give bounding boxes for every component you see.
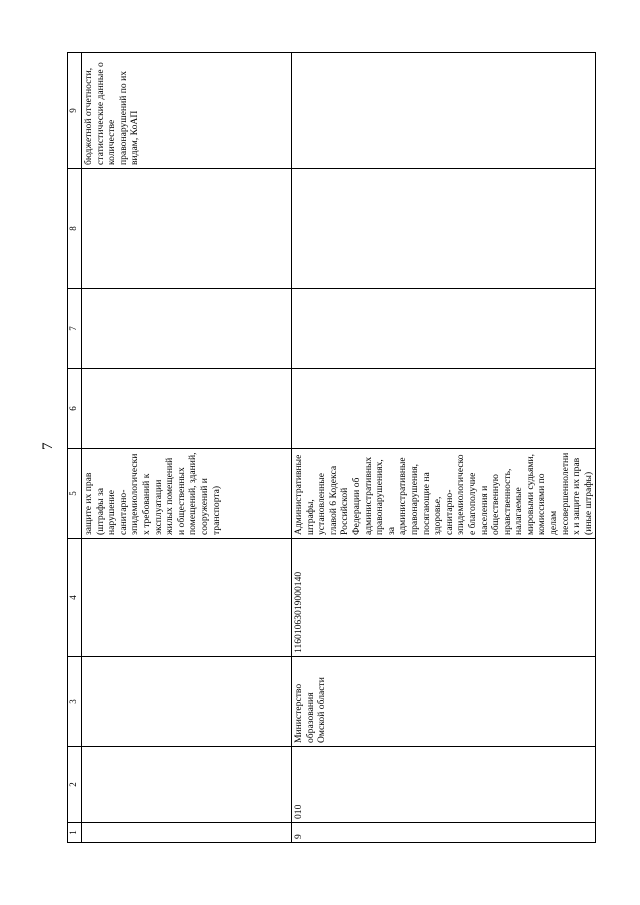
cell-7 — [82, 289, 292, 369]
header-cell-4: 4 — [68, 539, 82, 657]
kbk-code-cell: 11601063019000140 — [292, 539, 596, 657]
cell-2 — [82, 747, 292, 823]
header-cell-8: 8 — [68, 169, 82, 289]
header-cell-7: 7 — [68, 289, 82, 369]
header-cell-2: 2 — [68, 747, 82, 823]
rotated-table-container — [67, 53, 594, 843]
cell-6-empty — [292, 369, 596, 449]
cell-1 — [82, 823, 292, 843]
cell-8-empty — [292, 169, 596, 289]
revenue-table — [67, 52, 596, 843]
header-cell-6: 6 — [68, 369, 82, 449]
header-cell-9: 9 — [68, 53, 82, 169]
page-number: 7 — [40, 442, 56, 450]
cell-4 — [82, 539, 292, 657]
header-cell-5: 5 — [68, 449, 82, 539]
header-row — [68, 53, 82, 843]
table-row — [292, 53, 596, 843]
cell-6 — [82, 369, 292, 449]
header-cell-1: 1 — [68, 823, 82, 843]
cell-8 — [82, 169, 292, 289]
cell-5-continuation: защите их прав (штрафы за нарушение санитарно-эпидемиологических требований к эксплуатации жилых помещений и общественных помещений, зданий, сооружений и транспорта) — [82, 449, 292, 539]
cell-9-continuation: бюджетной отчетности, статистические данные о количестве правонарушений по их видам, КоАП — [82, 53, 292, 169]
administrator-cell: Министерство образования Омской области — [292, 657, 596, 747]
cell-9-empty — [292, 53, 596, 169]
cell-3 — [82, 657, 292, 747]
cell-7-empty — [292, 289, 596, 369]
continuation-row — [82, 53, 292, 843]
row-number-cell: 9 — [292, 823, 596, 843]
income-name-cell: Административные штрафы, установленные главой 6 Кодекса Российской Федерации об административных правонарушениях, за административные правонарушения, посягающие на здоровье, санитарно-эпидемиологическое благополучие населения и общественную нравственность, налагаемые мировыми судьями, комиссиями по делам несовершеннолетних и защите их прав (иные штрафы) — [292, 449, 596, 539]
header-cell-3: 3 — [68, 657, 82, 747]
code-cell: 010 — [292, 747, 596, 823]
